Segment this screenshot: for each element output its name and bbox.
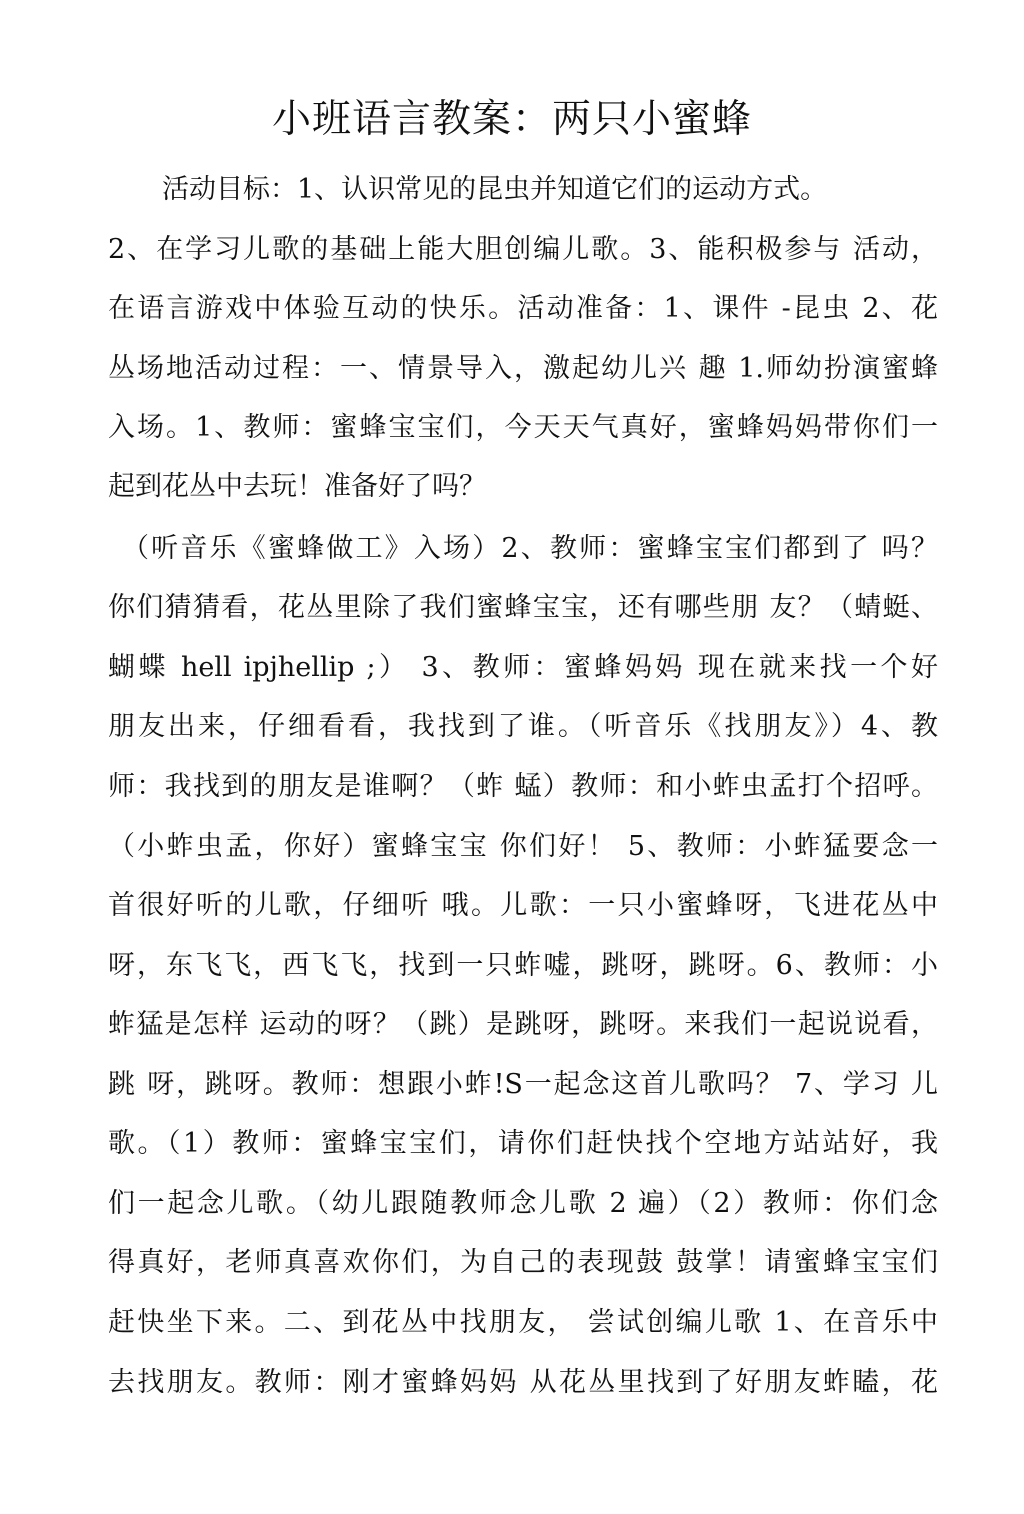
paragraph-line: 首很好听的儿歌，仔细听 哦。儿歌：一只小蜜蜂呀，飞进花丛中: [108, 890, 938, 921]
paragraph-line: 活动目标：1、认识常见的昆虫并知道它们的运动方式。: [162, 174, 828, 205]
paragraph-line: 起到花丛中去玩！准备好了吗？: [108, 471, 486, 502]
paragraph-line: 歌。（1）教师：蜜蜂宝宝们，请你们赶快找个空地方站站好，我: [108, 1128, 938, 1159]
paragraph-line: 你们猜猜看，花丛里除了我们蜜蜂宝宝，还有哪些朋 友？（蜻蜓、: [108, 592, 938, 623]
paragraph-line: 蚱猛是怎样 运动的呀？（跳）是跳呀，跳呀。来我们一起说说看，: [108, 1009, 938, 1040]
paragraph-line: 赶快坐下来。二、到花丛中找朋友， 尝试创编儿歌 1、在音乐中: [108, 1307, 938, 1338]
paragraph-line: 师：我找到的朋友是谁啊？（蚱 蜢）教师：和小蚱虫孟打个招呼。: [108, 771, 938, 802]
paragraph-line: 在语言游戏中体验互动的快乐。活动准备：1、课件 -昆虫 2、花: [108, 293, 938, 324]
paragraph-line: 得真好，老师真喜欢你们，为自己的表现鼓 鼓掌！请蜜蜂宝宝们: [108, 1247, 938, 1278]
paragraph-line: 丛场地活动过程：一、情景导入，激起幼儿兴 趣 1.师幼扮演蜜蜂: [108, 353, 938, 384]
paragraph-line: 们一起念儿歌。（幼儿跟随教师念儿歌 2 遍）（2）教师：你们念: [108, 1188, 938, 1219]
paragraph-line: 2、在学习儿歌的基础上能大胆创编儿歌。3、能积极参与 活动，: [108, 234, 938, 265]
paragraph-line: 跳 呀，跳呀。教师：想跟小蚱!S一起念这首儿歌吗？ 7、学习 儿: [108, 1069, 938, 1100]
paragraph-line: 蝴蝶 hell ipjhellip ;） 3、教师：蜜蜂妈妈 现在就来找一个好: [108, 652, 938, 683]
paragraph-line: （听音乐《蜜蜂做工》入场）2、教师：蜜蜂宝宝们都到了 吗？: [122, 533, 938, 564]
page-title: 小班语言教案：两只小蜜蜂: [271, 97, 752, 142]
paragraph-line: 去找朋友。教师：刚才蜜蜂妈妈 从花丛里找到了好朋友蚱瞌，花: [108, 1367, 938, 1398]
paragraph-line: 呀，东飞飞，西飞飞，找到一只蚱嘘，跳呀，跳呀。6、教师：小: [108, 950, 938, 981]
paragraph-line: 入场。1、教师：蜜蜂宝宝们，今天天气真好，蜜蜂妈妈带你们一: [108, 412, 938, 443]
paragraph-line: （小蚱虫孟，你好）蜜蜂宝宝 你们好！ 5、教师：小蚱猛要念一: [108, 831, 938, 862]
paragraph-line: 朋友出来，仔细看看，我找到了谁。（听音乐《找朋友》）4、教: [108, 711, 938, 742]
